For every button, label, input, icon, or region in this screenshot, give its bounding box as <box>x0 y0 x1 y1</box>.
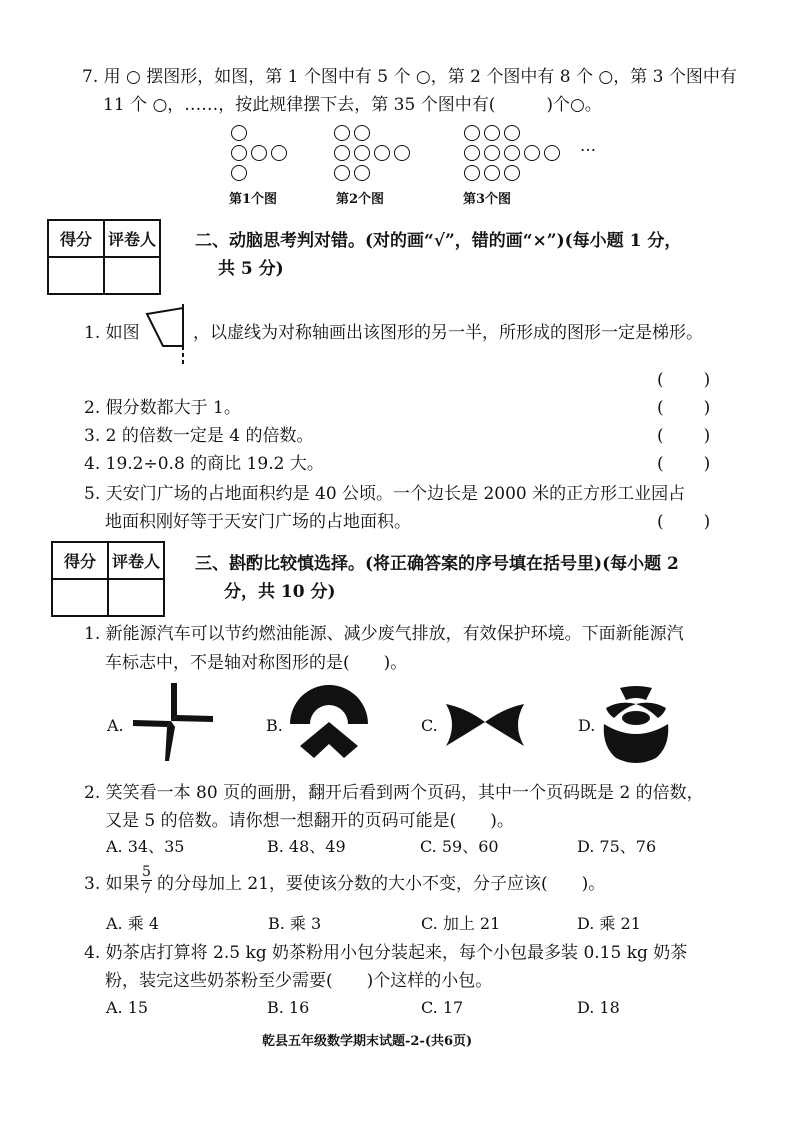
section3-title-line1: 三、斟酌比较慎选择。(将正确答案的序号填在括号里)(每小题 2 <box>195 554 679 574</box>
s3-q1-line2: 车标志中，不是轴对称图形的是( )。 <box>105 653 408 673</box>
s3-q2-option-d: D. 75、76 <box>577 837 657 856</box>
s3-q3-after: 的分母加上 21，要使该分数的大小不变，分子应该( )。 <box>157 874 606 894</box>
circle-shape <box>524 145 540 161</box>
circle-shape <box>464 125 480 141</box>
circle-shape <box>334 165 350 181</box>
score-box-section3 <box>51 541 165 617</box>
circle-shape <box>544 145 560 161</box>
section3-title-line2: 分，共 10 分) <box>224 582 336 602</box>
fraction-numerator: 5 <box>142 864 151 880</box>
circle-shape <box>354 145 370 161</box>
s3-q2-option-a: A. 34、35 <box>106 837 185 856</box>
circle-shape <box>484 125 500 141</box>
s3-q2-option-c: C. 59、60 <box>420 837 499 856</box>
grader-label: 评卷人 <box>104 220 160 257</box>
s3-q3-option-b: B. 乘 3 <box>268 914 322 933</box>
page-footer: 乾县五年级数学期末试题-2-(共6页) <box>262 1034 473 1049</box>
logo-c-bowtie-icon <box>446 700 524 750</box>
s3-q3-option-c: C. 加上 21 <box>421 914 501 933</box>
s3-q2-line2: 又是 5 的倍数。请你想一想翻开的页码可能是( )。 <box>105 811 514 831</box>
s3-q3-option-d: D. 乘 21 <box>577 914 641 933</box>
circle-shape <box>504 145 520 161</box>
circle-shape <box>334 145 350 161</box>
score-cell <box>48 257 104 294</box>
answer-paren-2: ( ) <box>657 398 713 418</box>
s2-q5-line2: 地面积刚好等于天安门广场的占地面积。 <box>105 512 411 532</box>
q7-line1: 7. 用 ○ 摆图形，如图，第 1 个图中有 5 个 ○，第 2 个图中有 8 个 ○，第 3 个图中有 <box>82 67 737 87</box>
circle-shape <box>484 145 500 161</box>
fraction-5-7 <box>141 864 152 897</box>
grader-cell <box>104 257 160 294</box>
grader-label: 评卷人 <box>108 542 164 579</box>
s2-q1-before: 1. 如图 <box>84 323 140 343</box>
circle-shape <box>231 145 247 161</box>
option-c-label: C. <box>421 716 438 735</box>
answer-paren-3: ( ) <box>657 426 713 446</box>
figure-caption-2: 第2个图 <box>336 192 385 207</box>
logo-d-eye-icon <box>600 686 672 766</box>
s3-q4-option-b: B. 16 <box>267 998 310 1017</box>
section2-title-line2: 共 5 分) <box>218 259 284 279</box>
score-label: 得分 <box>48 220 104 257</box>
logo-a-pinwheel-icon <box>133 683 213 763</box>
circle-shape <box>354 125 370 141</box>
s3-q4-line2: 粉，装完这些奶茶粉至少需要( )个这样的小包。 <box>105 971 493 991</box>
circle-shape <box>504 165 520 181</box>
score-box-section2 <box>47 219 161 295</box>
s2-q5-line1: 5. 天安门广场的占地面积约是 40 公顷。一个边长是 2000 米的正方形工业园占 <box>84 484 686 504</box>
answer-paren-4: ( ) <box>657 454 713 474</box>
option-b-label: B. <box>266 716 283 735</box>
figure-caption-1: 第1个图 <box>229 192 278 207</box>
q7-line2: 11 个 ○，……，按此规律摆下去，第 35 个图中有( )个○。 <box>103 95 602 115</box>
score-cell <box>52 579 108 616</box>
circle-shape <box>484 165 500 181</box>
option-d-label: D. <box>578 716 596 735</box>
trapezoid-half-figure <box>143 304 193 366</box>
circle-shape <box>334 125 350 141</box>
score-label: 得分 <box>52 542 108 579</box>
circle-shape <box>464 145 480 161</box>
circle-shape <box>251 145 267 161</box>
circle-shape <box>464 165 480 181</box>
circle-shape <box>354 165 370 181</box>
s3-q2-line1: 2. 笑笑看一本 80 页的画册，翻开后看到两个页码，其中一个页码既是 2 的倍数， <box>84 783 704 803</box>
answer-paren-5: ( ) <box>657 512 713 532</box>
ellipsis: … <box>580 136 596 155</box>
circle-shape <box>374 145 390 161</box>
s3-q4-option-c: C. 17 <box>421 998 464 1017</box>
logo-b-arch-icon <box>288 680 370 770</box>
grader-cell <box>108 579 164 616</box>
s2-q1-after: ，以虚线为对称轴画出该图形的另一半，所形成的图形一定是梯形。 <box>193 323 703 343</box>
s3-q3-option-a: A. 乘 4 <box>106 914 159 933</box>
circle-shape <box>504 125 520 141</box>
s3-q4-option-d: D. 18 <box>577 998 620 1017</box>
s3-q4-option-a: A. 15 <box>106 998 149 1017</box>
answer-paren-1: ( ) <box>657 370 713 390</box>
s3-q3-before: 3. 如果 <box>84 874 140 894</box>
s2-q3: 3. 2 的倍数一定是 4 的倍数。 <box>84 426 314 446</box>
circle-shape <box>271 145 287 161</box>
fraction-denominator: 7 <box>142 881 151 897</box>
s3-q2-option-b: B. 48、49 <box>267 837 346 856</box>
circle-shape <box>394 145 410 161</box>
s3-q1-line1: 1. 新能源汽车可以节约燃油能源、减少废气排放，有效保护环境。下面新能源汽 <box>84 624 684 644</box>
circle-shape <box>231 165 247 181</box>
option-a-label: A. <box>107 716 124 735</box>
s3-q4-line1: 4. 奶茶店打算将 2.5 kg 奶茶粉用小包分装起来，每个小包最多装 0.15 kg 奶茶 <box>84 943 688 963</box>
s2-q4: 4. 19.2÷0.8 的商比 19.2 大。 <box>84 454 324 474</box>
s2-q2: 2. 假分数都大于 1。 <box>84 398 241 418</box>
circle-shape <box>231 125 247 141</box>
section2-title-line1: 二、动脑思考判对错。(对的画“√”，错的画“×”)(每小题 1 分， <box>195 231 682 251</box>
figure-caption-3: 第3个图 <box>463 192 512 207</box>
